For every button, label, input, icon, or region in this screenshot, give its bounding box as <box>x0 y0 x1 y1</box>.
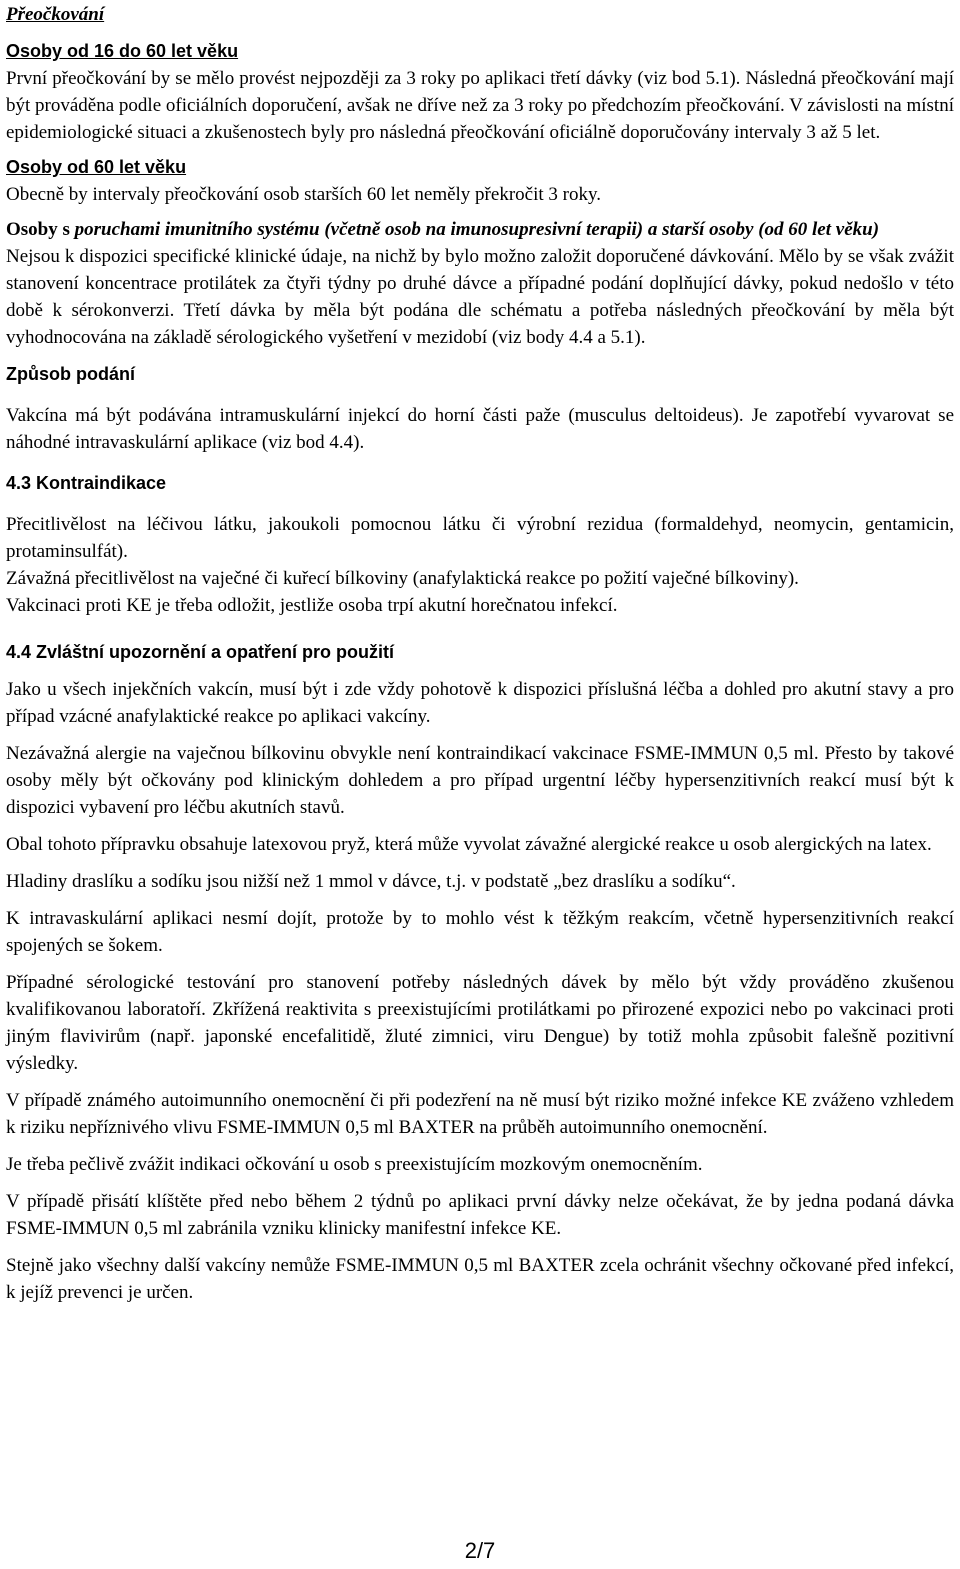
contraindications-p1: Přecitlivělost na léčivou látku, jakoukoli pomocnou látku či výrobní rezidua (formaldehyd, neomycin, gentamicin, protaminsulfát). <box>6 514 954 562</box>
group-heading-16-60: Osoby od 16 do 60 let věku <box>6 41 239 61</box>
group-text-16-60: První přeočkování by se mělo provést nejpozději za 3 roky po aplikaci třetí dávky (viz bod 5.1). Následná přeočkování mají být prováděna podle oficiálních doporučení, avšak ne dříve než za 3 roky po předchozím přeočkování. V závislosti na místní epidemiologické situaci a zkušenostech byly pro následná přeočkování oficiálně doporučovány intervaly 3 až 5 let. <box>6 68 954 143</box>
page-number: 2/7 <box>464 1538 496 1563</box>
warnings-heading: 4.4 Zvláštní upozornění a opatření pro použití <box>6 642 395 662</box>
warnings-paragraph: V případě přisátí klíštěte před nebo během 2 týdnů po aplikaci první dávky nelze očekávat, že by jedna podaná dávka FSME-IMMUN 0,5 ml zabránila vzniku klinicky manifestní infekce KE. <box>6 1191 954 1239</box>
warnings-paragraph: Případné sérologické testování pro stanovení potřeby následných dávek by mělo být vždy prováděno zkušenou kvalifikovanou laboratoří. Zkřížená reaktivita s preexistujícími protilátkami po přirozené expozici nebo po vakcinaci proti jiným flavivirům (např. japonské encefalitidě, žluté zimnici, viru Dengue) by totiž mohla způsobit falešně pozitivní výsledky. <box>6 972 954 1074</box>
section-title: Přeočkování <box>6 4 105 25</box>
document-page <box>6 0 954 1306</box>
contraindications-heading: 4.3 Kontraindikace <box>6 473 167 493</box>
administration-text: Vakcína má být podávána intramuskulární injekcí do horní části paže (musculus deltoideus). Je zapotřebí vyvarovat se náhodné intravaskulární aplikace (viz bod 4.4). <box>6 405 954 453</box>
warnings-paragraph: Stejně jako všechny další vakcíny nemůže FSME-IMMUN 0,5 ml BAXTER zcela ochránit všechny očkované před infekcí, k jejíž prevenci je určen. <box>6 1255 954 1303</box>
group-heading-60-plus: Osoby od 60 let věku <box>6 157 187 177</box>
group-heading-immunocompromised <box>6 216 954 243</box>
group-text-immunocompromised: Nejsou k dispozici specifické klinické údaje, na nichž by bylo možno založit doporučené dávkování. Mělo by se však zvážit stanovení koncentrace protilátek za čtyři týdny po druhé dávce a případné podání doplňující dávky, pokud nedošlo v této době k sérokonverzi. Třetí dávka by měla být podána dle schématu a potřeba následných přeočkování by měla být vyhodnocována na základě sérologického vyšetření v mezidobí (viz body 4.4 a 5.1). <box>6 246 954 348</box>
warnings-paragraph: K intravaskulární aplikaci nesmí dojít, protože by to mohlo vést k těžkým reakcím, včetně hypersenzitivních reakcí spojených se šokem. <box>6 908 954 956</box>
warnings-paragraph: Je třeba pečlivě zvážit indikaci očkování u osob s preexistujícím mozkovým onemocněním. <box>6 1154 703 1175</box>
group-text-60-plus: Obecně by intervaly přeočkování osob starších 60 let neměly překročit 3 roky. <box>6 184 601 205</box>
warnings-paragraph: Hladiny draslíku a sodíku jsou nižší než 1 mmol v dávce, t.j. v podstatě „bez draslíku a sodíku“. <box>6 871 736 892</box>
warnings-paragraph: Nezávažná alergie na vaječnou bílkovinu obvykle není kontraindikací vakcinace FSME-IMMUN 0,5 ml. Přesto by takové osoby měly být očkovány pod klinickým dohledem a pro případ urgentní léčby hypersenzitivních reakcí musí být k dispozici vybavení pro léčbu akutních stavů. <box>6 743 954 818</box>
administration-heading: Způsob podání <box>6 364 135 384</box>
warnings-paragraph: Jako u všech injekčních vakcín, musí být i zde vždy pohotově k dispozici příslušná léčba a dohled pro akutní stavy a pro případ vzácné anafylaktické reakce po aplikaci vakcíny. <box>6 679 954 727</box>
contraindications-p2: Závažná přecitlivělost na vaječné či kuřecí bílkoviny (anafylaktická reakce po požití vaječné bílkoviny). <box>6 568 799 589</box>
group-heading-rest: poruchami imunitního systému (včetně osob na imunosupresivní terapii) a starší osoby (od 60 let věku) <box>74 219 880 240</box>
contraindications-p3: Vakcinaci proti KE je třeba odložit, jestliže osoba trpí akutní horečnatou infekcí. <box>6 595 618 616</box>
warnings-paragraph: Obal tohoto přípravku obsahuje latexovou pryž, která může vyvolat závažné alergické reakce u osob alergických na latex. <box>6 834 932 855</box>
warnings-paragraph: V případě známého autoimunního onemocnění či při podezření na ně musí být riziko možné infekce KE zváženo vzhledem k riziku nepříznivého vlivu FSME-IMMUN 0,5 ml BAXTER na průběh autoimunního onemocnění. <box>6 1090 954 1138</box>
group-heading-lead: Osoby s <box>6 219 75 240</box>
